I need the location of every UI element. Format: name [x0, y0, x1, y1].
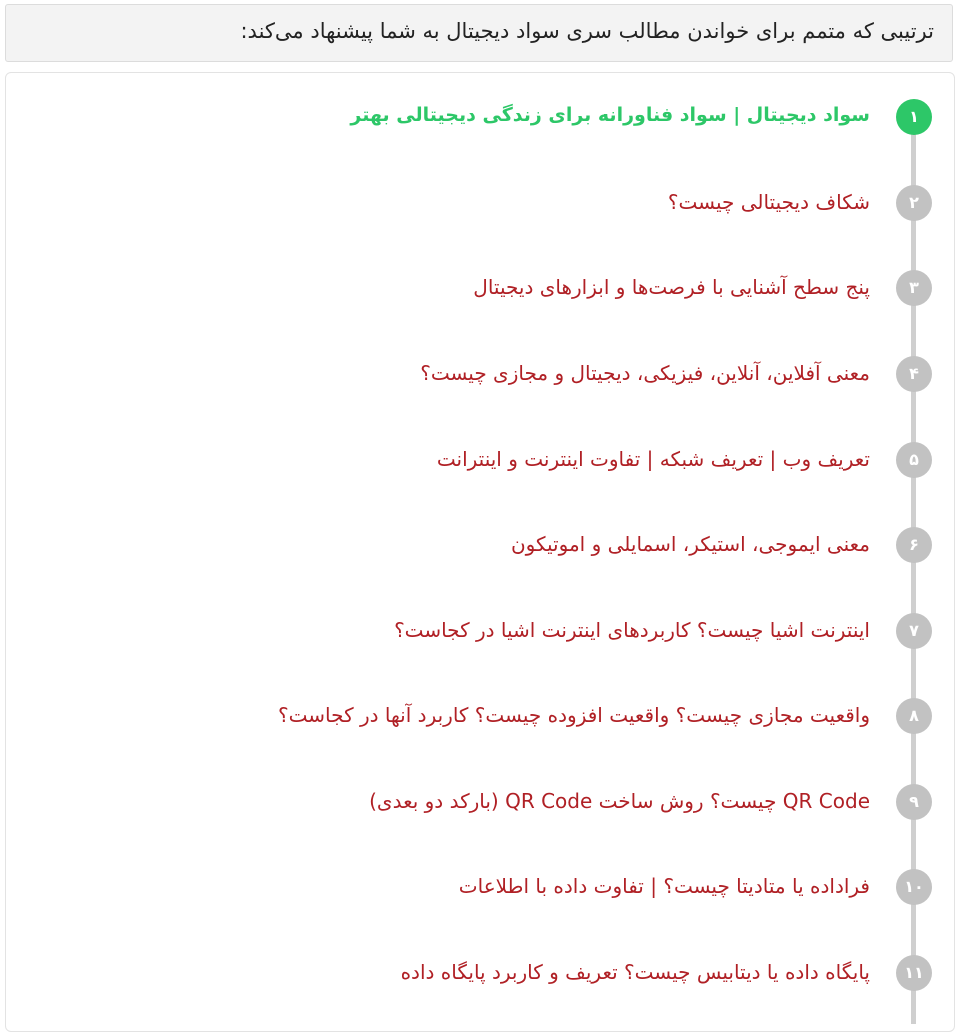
- article-link[interactable]: معنی آفلاین، آنلاین، فیزیکی، دیجیتال و مجازی چیست؟: [420, 361, 870, 385]
- step-number-badge: ۲: [896, 185, 932, 221]
- article-link[interactable]: QR Code چیست؟ روش ساخت QR Code (بارکد دو بعدی): [369, 789, 870, 813]
- list-item-9: [0, 783, 980, 823]
- article-link[interactable]: پایگاه داده یا دیتابیس چیست؟ تعریف و کاربرد پایگاه داده: [400, 960, 870, 984]
- list-item-10: [0, 868, 980, 908]
- list-item-5: [0, 441, 980, 481]
- list-item-8: [0, 697, 980, 737]
- intro-box: [5, 4, 953, 62]
- step-number-badge: ۱: [896, 99, 932, 135]
- step-number-badge: ۱۱: [896, 955, 932, 991]
- list-item-6: [0, 526, 980, 566]
- article-link[interactable]: اینترنت اشیا چیست؟ کاربردهای اینترنت اشیا در کجاست؟: [394, 618, 870, 642]
- step-number-badge: ۷: [896, 613, 932, 649]
- intro-text: ترتیبی که متمم برای خواندن مطالب سری سواد دیجیتال به شما پیشنهاد می‌کند:: [240, 19, 934, 43]
- article-link[interactable]: سواد دیجیتال | سواد فناورانه برای زندگی دیجیتالی بهتر: [350, 104, 870, 126]
- step-number-badge: ۱۰: [896, 869, 932, 905]
- article-link[interactable]: پنج سطح آشنایی با فرصت‌ها و ابزارهای دیجیتال: [473, 275, 870, 299]
- step-number-badge: ۵: [896, 442, 932, 478]
- article-link[interactable]: فراداده یا متادیتا چیست؟ | تفاوت داده با اطلاعات: [458, 874, 870, 898]
- step-number-badge: ۴: [896, 356, 932, 392]
- step-number-badge: ۶: [896, 527, 932, 563]
- step-number-badge: ۳: [896, 270, 932, 306]
- list-item-4: [0, 355, 980, 395]
- list-item-11: [0, 954, 980, 994]
- article-link[interactable]: معنی ایموجی، استیکر، اسمایلی و اموتیکون: [510, 532, 870, 556]
- list-item-7: [0, 612, 980, 652]
- article-link[interactable]: تعریف وب | تعریف شبکه | تفاوت اینترنت و اینترانت: [436, 447, 870, 471]
- step-number-badge: ۹: [896, 784, 932, 820]
- list-item-1: [0, 98, 980, 138]
- list-item-2: [0, 184, 980, 224]
- step-number-badge: ۸: [896, 698, 932, 734]
- article-link[interactable]: واقعیت مجازی چیست؟ واقعیت افزوده چیست؟ کاربرد آنها در کجاست؟: [278, 703, 870, 727]
- list-item-3: [0, 269, 980, 309]
- article-link[interactable]: شکاف دیجیتالی چیست؟: [667, 190, 870, 214]
